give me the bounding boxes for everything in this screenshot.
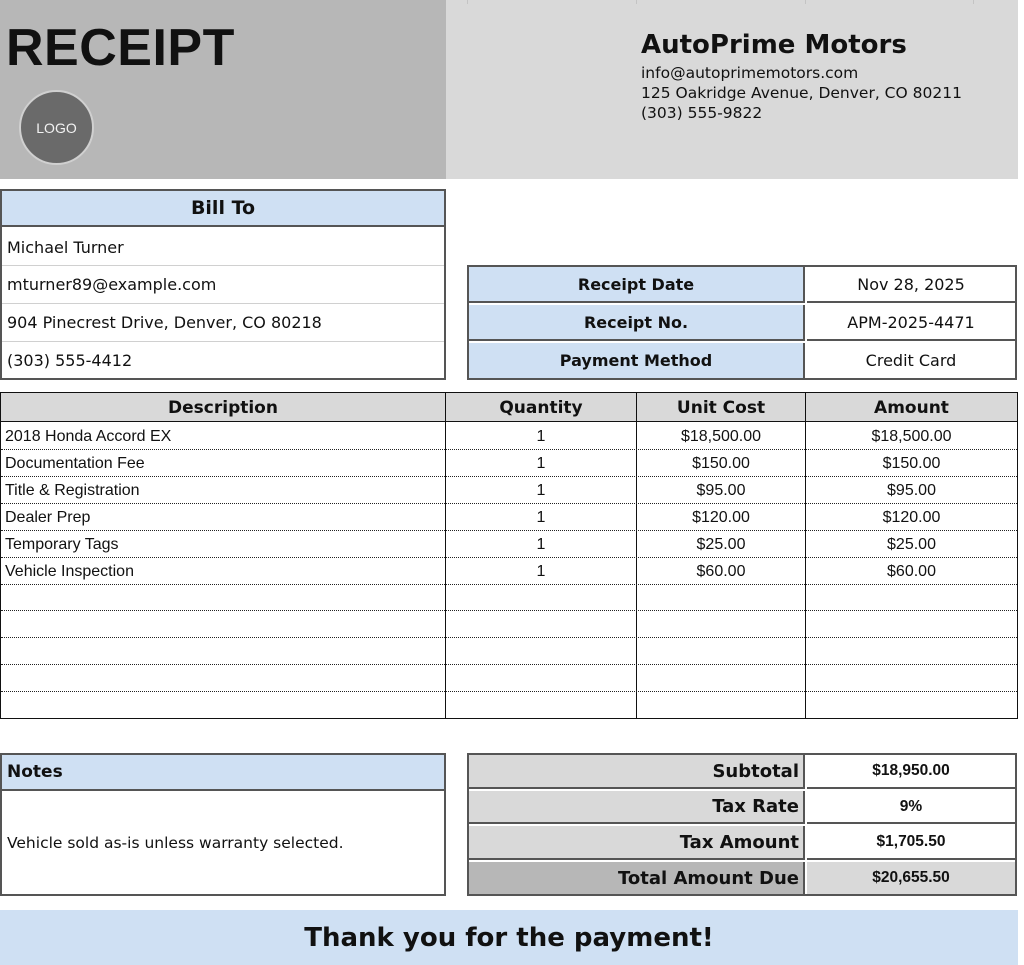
tax-rate-value: 9%	[807, 791, 1015, 824]
item-amount: $120.00	[882, 508, 941, 526]
item-amount: $25.00	[887, 535, 936, 553]
grid-tick	[636, 0, 637, 4]
receipt-title: RECEIPT	[6, 19, 235, 77]
payment-method-value: Credit Card	[865, 351, 957, 370]
company-name: AutoPrime Motors	[641, 30, 907, 60]
column-header-description: Description	[168, 397, 278, 418]
grid-tick	[805, 0, 806, 4]
item-unit-cost: $120.00	[692, 508, 750, 526]
row-separator	[1, 637, 1017, 638]
bill-to-phone: (303) 555-4412	[7, 350, 133, 370]
item-description: 2018 Honda Accord EX	[5, 427, 172, 445]
bill-to-heading: Bill To	[2, 191, 444, 227]
item-unit-cost: $60.00	[696, 562, 746, 580]
receipt-number-value: APM-2025-4471	[807, 305, 1015, 341]
item-quantity: 1	[536, 535, 546, 553]
company-email: info@autoprimemotors.com	[641, 64, 859, 82]
column-header-quantity: Quantity	[499, 397, 583, 418]
bill-to-name: Michael Turner	[7, 237, 124, 257]
tax-rate-label: Tax Rate	[469, 791, 805, 824]
item-unit-cost: $95.00	[696, 481, 746, 499]
subtotal-value: $18,950.00	[807, 755, 1015, 789]
row-separator	[1, 691, 1017, 692]
receipt-date-label: Receipt Date	[469, 267, 805, 303]
item-amount: $95.00	[887, 481, 936, 499]
item-quantity: 1	[536, 481, 546, 499]
item-quantity: 1	[536, 508, 546, 526]
notes-heading: Notes	[2, 755, 444, 789]
item-unit-cost: $150.00	[692, 454, 750, 472]
company-phone: (303) 555-9822	[641, 104, 763, 122]
item-quantity: 1	[536, 427, 546, 445]
column-header-amount: Amount	[874, 397, 949, 418]
logo-placeholder	[19, 90, 94, 165]
table-row	[0, 531, 1018, 558]
total-due-value: $20,655.50	[807, 862, 1015, 894]
item-quantity: 1	[536, 454, 546, 472]
item-unit-cost: $18,500.00	[680, 427, 762, 445]
row-separator	[1, 664, 1017, 665]
column-header-unit-cost: Unit Cost	[676, 397, 766, 418]
tax-amount-value: $1,705.50	[807, 826, 1015, 860]
tax-amount-label: Tax Amount	[469, 826, 805, 860]
item-description: Title & Registration	[5, 481, 140, 499]
item-amount: $60.00	[887, 562, 936, 580]
thank-you-banner: Thank you for the payment!	[0, 910, 1018, 965]
item-description: Vehicle Inspection	[5, 562, 134, 580]
item-unit-cost: $25.00	[696, 535, 746, 553]
company-address: 125 Oakridge Avenue, Denver, CO 80211	[641, 84, 962, 102]
payment-method-label: Payment Method	[469, 343, 805, 378]
item-amount: $18,500.00	[871, 427, 952, 445]
row-separator	[1, 610, 1017, 611]
table-row	[0, 450, 1018, 477]
item-description: Temporary Tags	[5, 535, 119, 553]
notes-text: Vehicle sold as-is unless warranty selected.	[7, 833, 344, 852]
item-quantity: 1	[536, 562, 546, 580]
receipt-number-label: Receipt No.	[469, 305, 805, 341]
grid-tick	[467, 0, 468, 4]
grid-tick	[973, 0, 974, 4]
logo-text: LOGO	[36, 119, 77, 136]
table-row	[0, 423, 1018, 450]
receipt-date-value: Nov 28, 2025	[807, 267, 1015, 303]
item-description: Documentation Fee	[5, 454, 145, 472]
item-amount: $150.00	[882, 454, 941, 472]
bill-to-address: 904 Pinecrest Drive, Denver, CO 80218	[7, 313, 322, 332]
total-due-label: Total Amount Due	[469, 862, 805, 894]
item-description: Dealer Prep	[5, 508, 91, 526]
bill-to-email: mturner89@example.com	[7, 275, 217, 294]
subtotal-label: Subtotal	[469, 755, 805, 789]
table-row	[0, 504, 1018, 531]
table-row	[0, 558, 1018, 585]
table-row	[0, 477, 1018, 504]
